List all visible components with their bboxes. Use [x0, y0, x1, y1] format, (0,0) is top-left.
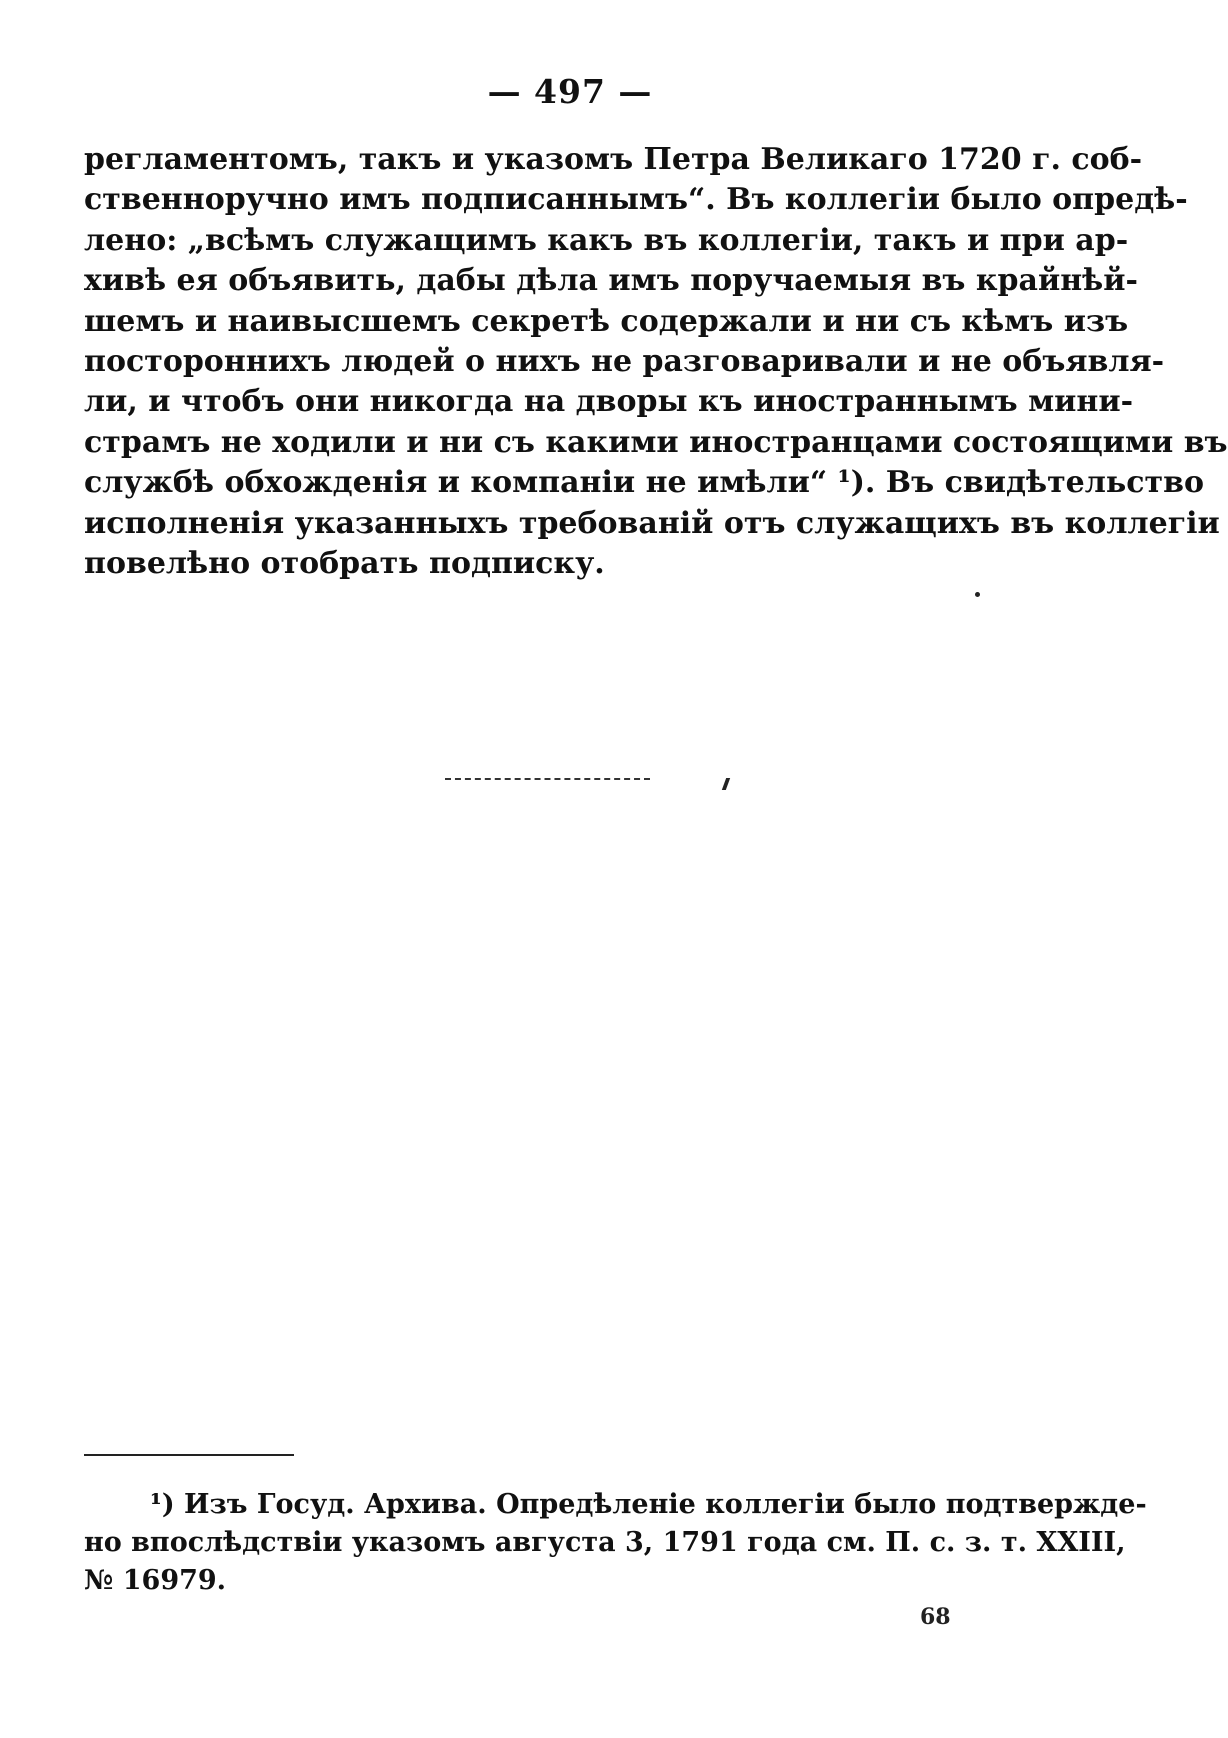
body-line: шемъ и наивысшемъ секретѣ содержали и ни съ кѣмъ изъ	[84, 303, 1129, 339]
body-line: хивѣ ея объявить, дабы дѣла имъ поручаемыя въ крайнѣй-	[84, 263, 1138, 299]
section-divider	[445, 778, 650, 780]
footnote-line: ¹) Изъ Госуд. Архива. Опредѣленіе коллегіи было подтвержде-	[150, 1489, 1147, 1520]
body-line: повелѣно отобрать подписку.	[84, 545, 605, 581]
body-line: ственноручно имъ подписаннымъ“. Въ коллегіи было опредѣ-	[84, 182, 1188, 218]
body-text	[84, 140, 1228, 584]
footnote-line: но впослѣдствіи указомъ августа 3, 1791 года см. П. с. з. т. XXIII,	[84, 1527, 1126, 1558]
footnote-line: № 16979.	[84, 1565, 227, 1596]
page-number: — 497 —	[487, 72, 653, 111]
body-line: службѣ обхожденія и компаніи не имѣли“ ¹). Въ свидѣтельство	[84, 465, 1204, 501]
body-line: лено: „всѣмъ служащимъ какъ въ коллегіи, такъ и при ар-	[84, 222, 1129, 258]
body-line: страмъ не ходили и ни съ какими иностранцами состоящими въ	[84, 424, 1228, 460]
footnotes	[84, 1486, 1147, 1600]
corner-mark: 68	[920, 1604, 951, 1630]
ink-speck	[975, 592, 980, 597]
body-line: ли, и чтобъ они никогда на дворы къ иностраннымъ мини-	[84, 384, 1134, 420]
ink-mark	[722, 778, 730, 790]
body-line: исполненія указанныхъ требованій отъ служащихъ въ коллегіи	[84, 505, 1220, 541]
footnote-divider	[84, 1454, 294, 1456]
body-line: регламентомъ, такъ и указомъ Петра Великаго 1720 г. соб-	[84, 142, 1143, 177]
body-line: постороннихъ людей о нихъ не разговаривали и не объявля-	[84, 343, 1165, 379]
